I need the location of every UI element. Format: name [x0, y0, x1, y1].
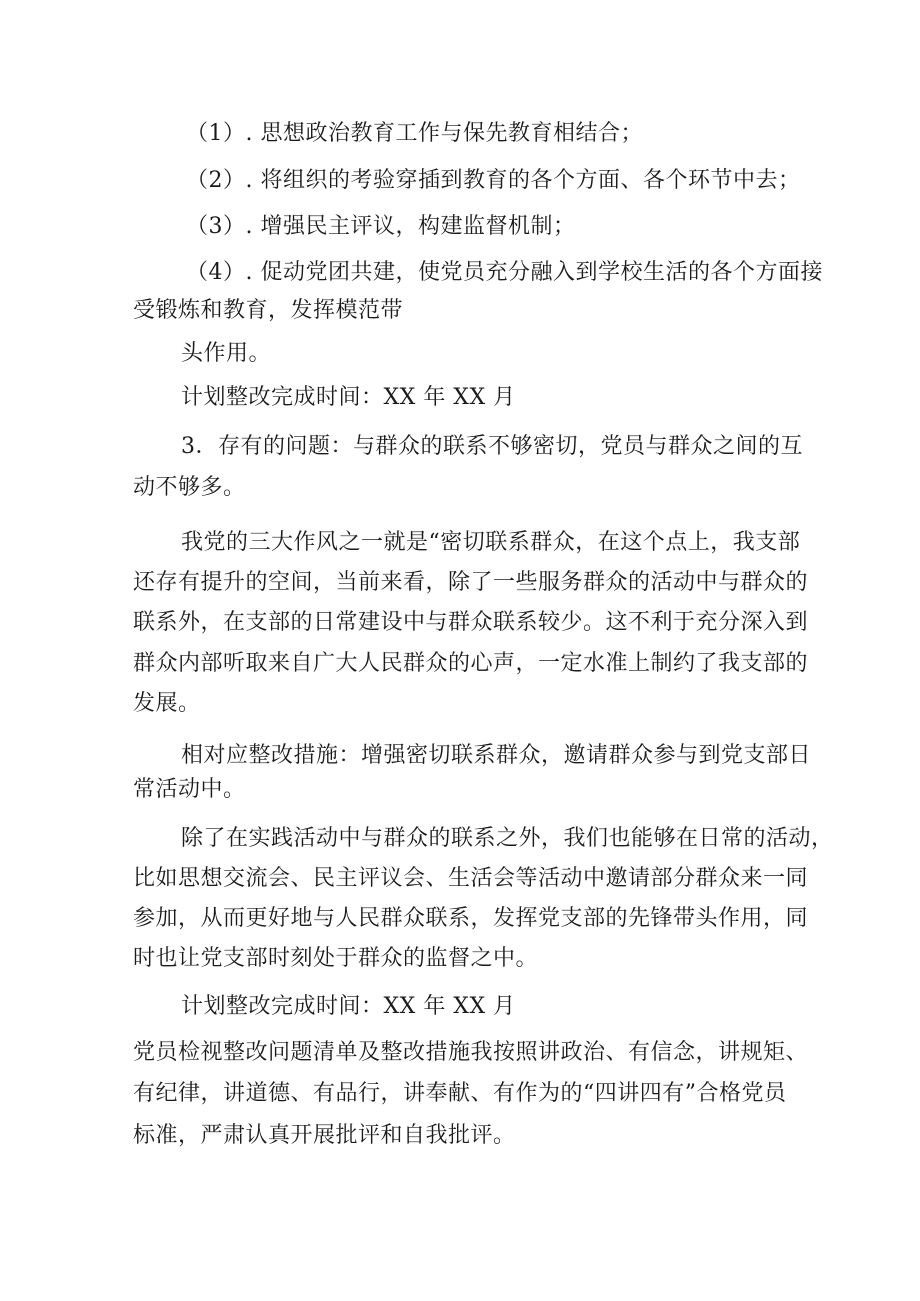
paragraph-line: 比如思想交流会、民主评议会、生活会等活动中邀请部分群众来一同 — [133, 866, 809, 891]
paragraph-line: 联系外，在支部的日常建设中与群众联系较少。这不利于充分深入到 — [133, 610, 809, 635]
plan-deadline-2: 计划整改完成时间：XX 年 XX 月 — [181, 994, 516, 1019]
measure-heading: 相对应整改措施：增强密切联系群众，邀请群众参与到党支部日 — [181, 743, 812, 768]
problem-3-heading: 3．存有的问题：与群众的联系不够密切，党员与群众之间的互 — [181, 434, 803, 459]
list-item-3: （3）. 增强民主评议，构建监督机制； — [186, 214, 576, 239]
paragraph-line: 有纪律，讲道德、有品行，讲奉献、有作为的“四讲四有”合格党员 — [133, 1081, 787, 1106]
paragraph-line: 发展。 — [133, 691, 201, 716]
plan-deadline-1: 计划整改完成时间：XX 年 XX 月 — [181, 385, 516, 410]
paragraph-line: 标准，严肃认真开展批评和自我批评。 — [133, 1123, 516, 1148]
paragraph-line: 群众内部听取来自广大人民群众的心声，一定水准上制约了我支部的 — [133, 651, 809, 676]
list-item-4-cont: 受锻炼和教育，发挥模范带 — [133, 298, 404, 323]
paragraph-line: 时也让党支部时刻处于群众的监督之中。 — [133, 946, 539, 971]
paragraph-line: 参加，从而更好地与人民群众联系，发挥党支部的先锋带头作用，同 — [133, 906, 809, 931]
paragraph-line: 除了在实践活动中与群众的联系之外，我们也能够在日常的活动， — [181, 826, 834, 851]
list-item-1: （1）. 思想政治教育工作与保先教育相结合； — [186, 121, 643, 146]
list-item-2: （2）. 将组织的考验穿插到教育的各个方面、各个环节中去； — [186, 168, 801, 193]
list-item-4-cont-2: 头作用。 — [181, 341, 272, 366]
paragraph-line: 党员检视整改问题清单及整改措施我按照讲政治、有信念，讲规矩、 — [133, 1040, 809, 1065]
list-item-4: （4）. 促动党团共建，使党员充分融入到学校生活的各个方面接 — [186, 260, 823, 285]
measure-heading-cont: 常活动中。 — [133, 777, 246, 802]
paragraph-line: 我党的三大作风之一就是“密切联系群众，在这个点上，我支部 — [181, 530, 801, 555]
problem-3-heading-cont: 动不够多。 — [133, 475, 246, 500]
paragraph-line: 还存有提升的空间，当前来看，除了一些服务群众的活动中与群众的 — [133, 570, 809, 595]
